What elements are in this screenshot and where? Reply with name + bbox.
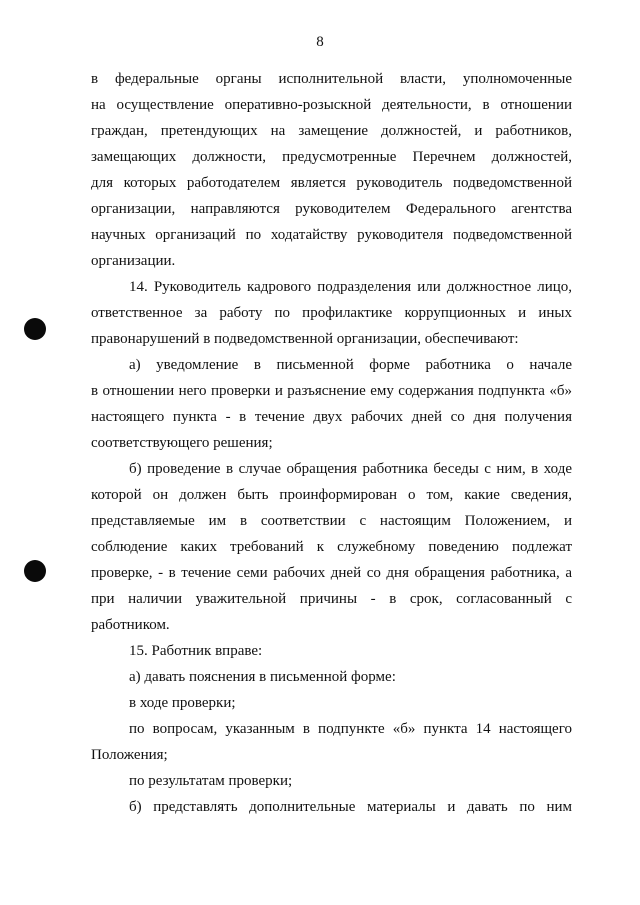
document-body	[91, 66, 572, 820]
text-line: по результатам проверки;	[129, 773, 293, 789]
text-line: б) проведение в случае обращения работника беседы с ним, в ходе	[129, 461, 572, 477]
paragraph-item-14	[91, 274, 572, 352]
text-line: правонарушений в подведомственной организации, обеспечивают:	[91, 331, 519, 347]
text-line: 14. Руководитель кадрового подразделения или должностное лицо,	[129, 279, 572, 295]
paragraph-continuation	[91, 66, 572, 274]
text-line: в ходе проверки;	[129, 695, 236, 711]
text-line: работником.	[91, 617, 170, 633]
text-line: на осуществление оперативно-розыскной деятельности, в отношении	[91, 97, 572, 113]
text-line: соблюдение каких требований к служебному поведению подлежат	[91, 539, 572, 555]
text-line: граждан, претендующих на замещение должностей, и работников,	[91, 123, 572, 139]
text-line: в отношении него проверки и разъяснение ему содержания подпункта «б»	[91, 383, 572, 399]
text-line: замещающих должности, предусмотренные Перечнем должностей,	[91, 149, 572, 165]
paragraph-item-15	[91, 638, 572, 664]
text-line: а) уведомление в письменной форме работника о начале	[129, 357, 572, 373]
text-line: Положения;	[91, 747, 168, 763]
paragraph-item-15a-questions	[91, 716, 572, 768]
page-number: 8	[316, 34, 324, 50]
text-line: б) представлять дополнительные материалы и давать по ним	[129, 799, 572, 815]
text-line: 15. Работник вправе:	[129, 643, 263, 659]
text-line: организации, направляются руководителем Федерального агентства	[91, 201, 572, 217]
paragraph-item-14b	[91, 456, 572, 638]
text-line: в федеральные органы исполнительной власти, уполномоченные	[91, 71, 572, 87]
text-line: ответственное за работу по профилактике коррупционных и иных	[91, 305, 572, 321]
paragraph-item-15a-during	[91, 690, 572, 716]
text-line: настоящего пункта - в течение двух рабочих дней со дня получения	[91, 409, 572, 425]
text-line: соответствующего решения;	[91, 435, 273, 451]
punch-hole-lower	[24, 560, 46, 582]
text-line: по вопросам, указанным в подпункте «б» пункта 14 настоящего	[129, 721, 572, 737]
paragraph-item-15a	[91, 664, 572, 690]
text-line: которой он должен быть проинформирован о том, какие сведения,	[91, 487, 572, 503]
paragraph-item-15b	[91, 794, 572, 820]
text-line: при наличии уважительной причины - в срок, согласованный с	[91, 591, 572, 607]
text-line: научных организаций по ходатайству руководителя подведомственной	[91, 227, 572, 243]
text-line: представляемые им в соответствии с настоящим Положением, и	[91, 513, 572, 529]
paragraph-item-14a	[91, 352, 572, 456]
punch-hole-upper	[24, 318, 46, 340]
text-line: для которых работодателем является руководитель подведомственной	[91, 175, 572, 191]
text-line: а) давать пояснения в письменной форме:	[129, 669, 396, 685]
paragraph-item-15a-results	[91, 768, 572, 794]
text-line: проверке, - в течение семи рабочих дней со дня обращения работника, а	[91, 565, 572, 581]
text-line: организации.	[91, 253, 176, 269]
